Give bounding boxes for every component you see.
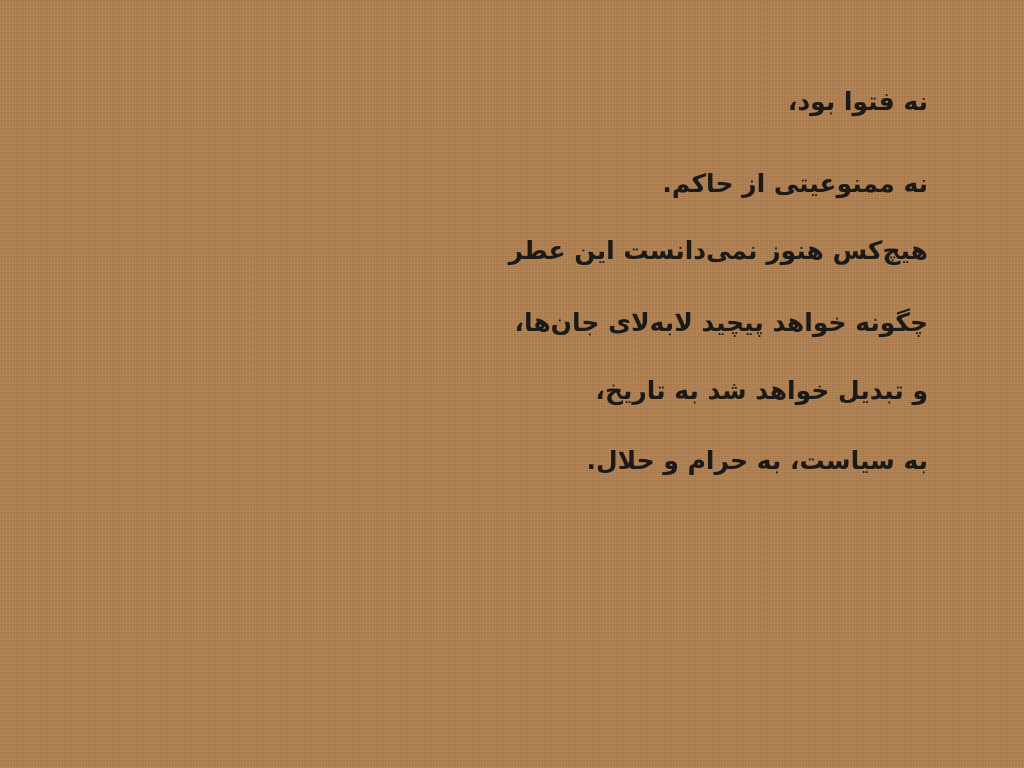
- poem-line: هیچ‌کس هنوز نمی‌دانست این عطر: [508, 236, 928, 265]
- poem-line: نه ممنوعیتی از حاکم.: [662, 169, 928, 198]
- poem-line: چگونه خواهد پیچید لابه‌لای جان‌ها،: [514, 308, 928, 337]
- poem-line: به سیاست، به حرام و حلال.: [586, 446, 928, 475]
- poem-text-block: [408, 86, 928, 477]
- poem-line: و تبدیل خواهد شد به تاریخ،: [595, 376, 928, 405]
- poem-line: نه فتوا بود،: [787, 87, 928, 116]
